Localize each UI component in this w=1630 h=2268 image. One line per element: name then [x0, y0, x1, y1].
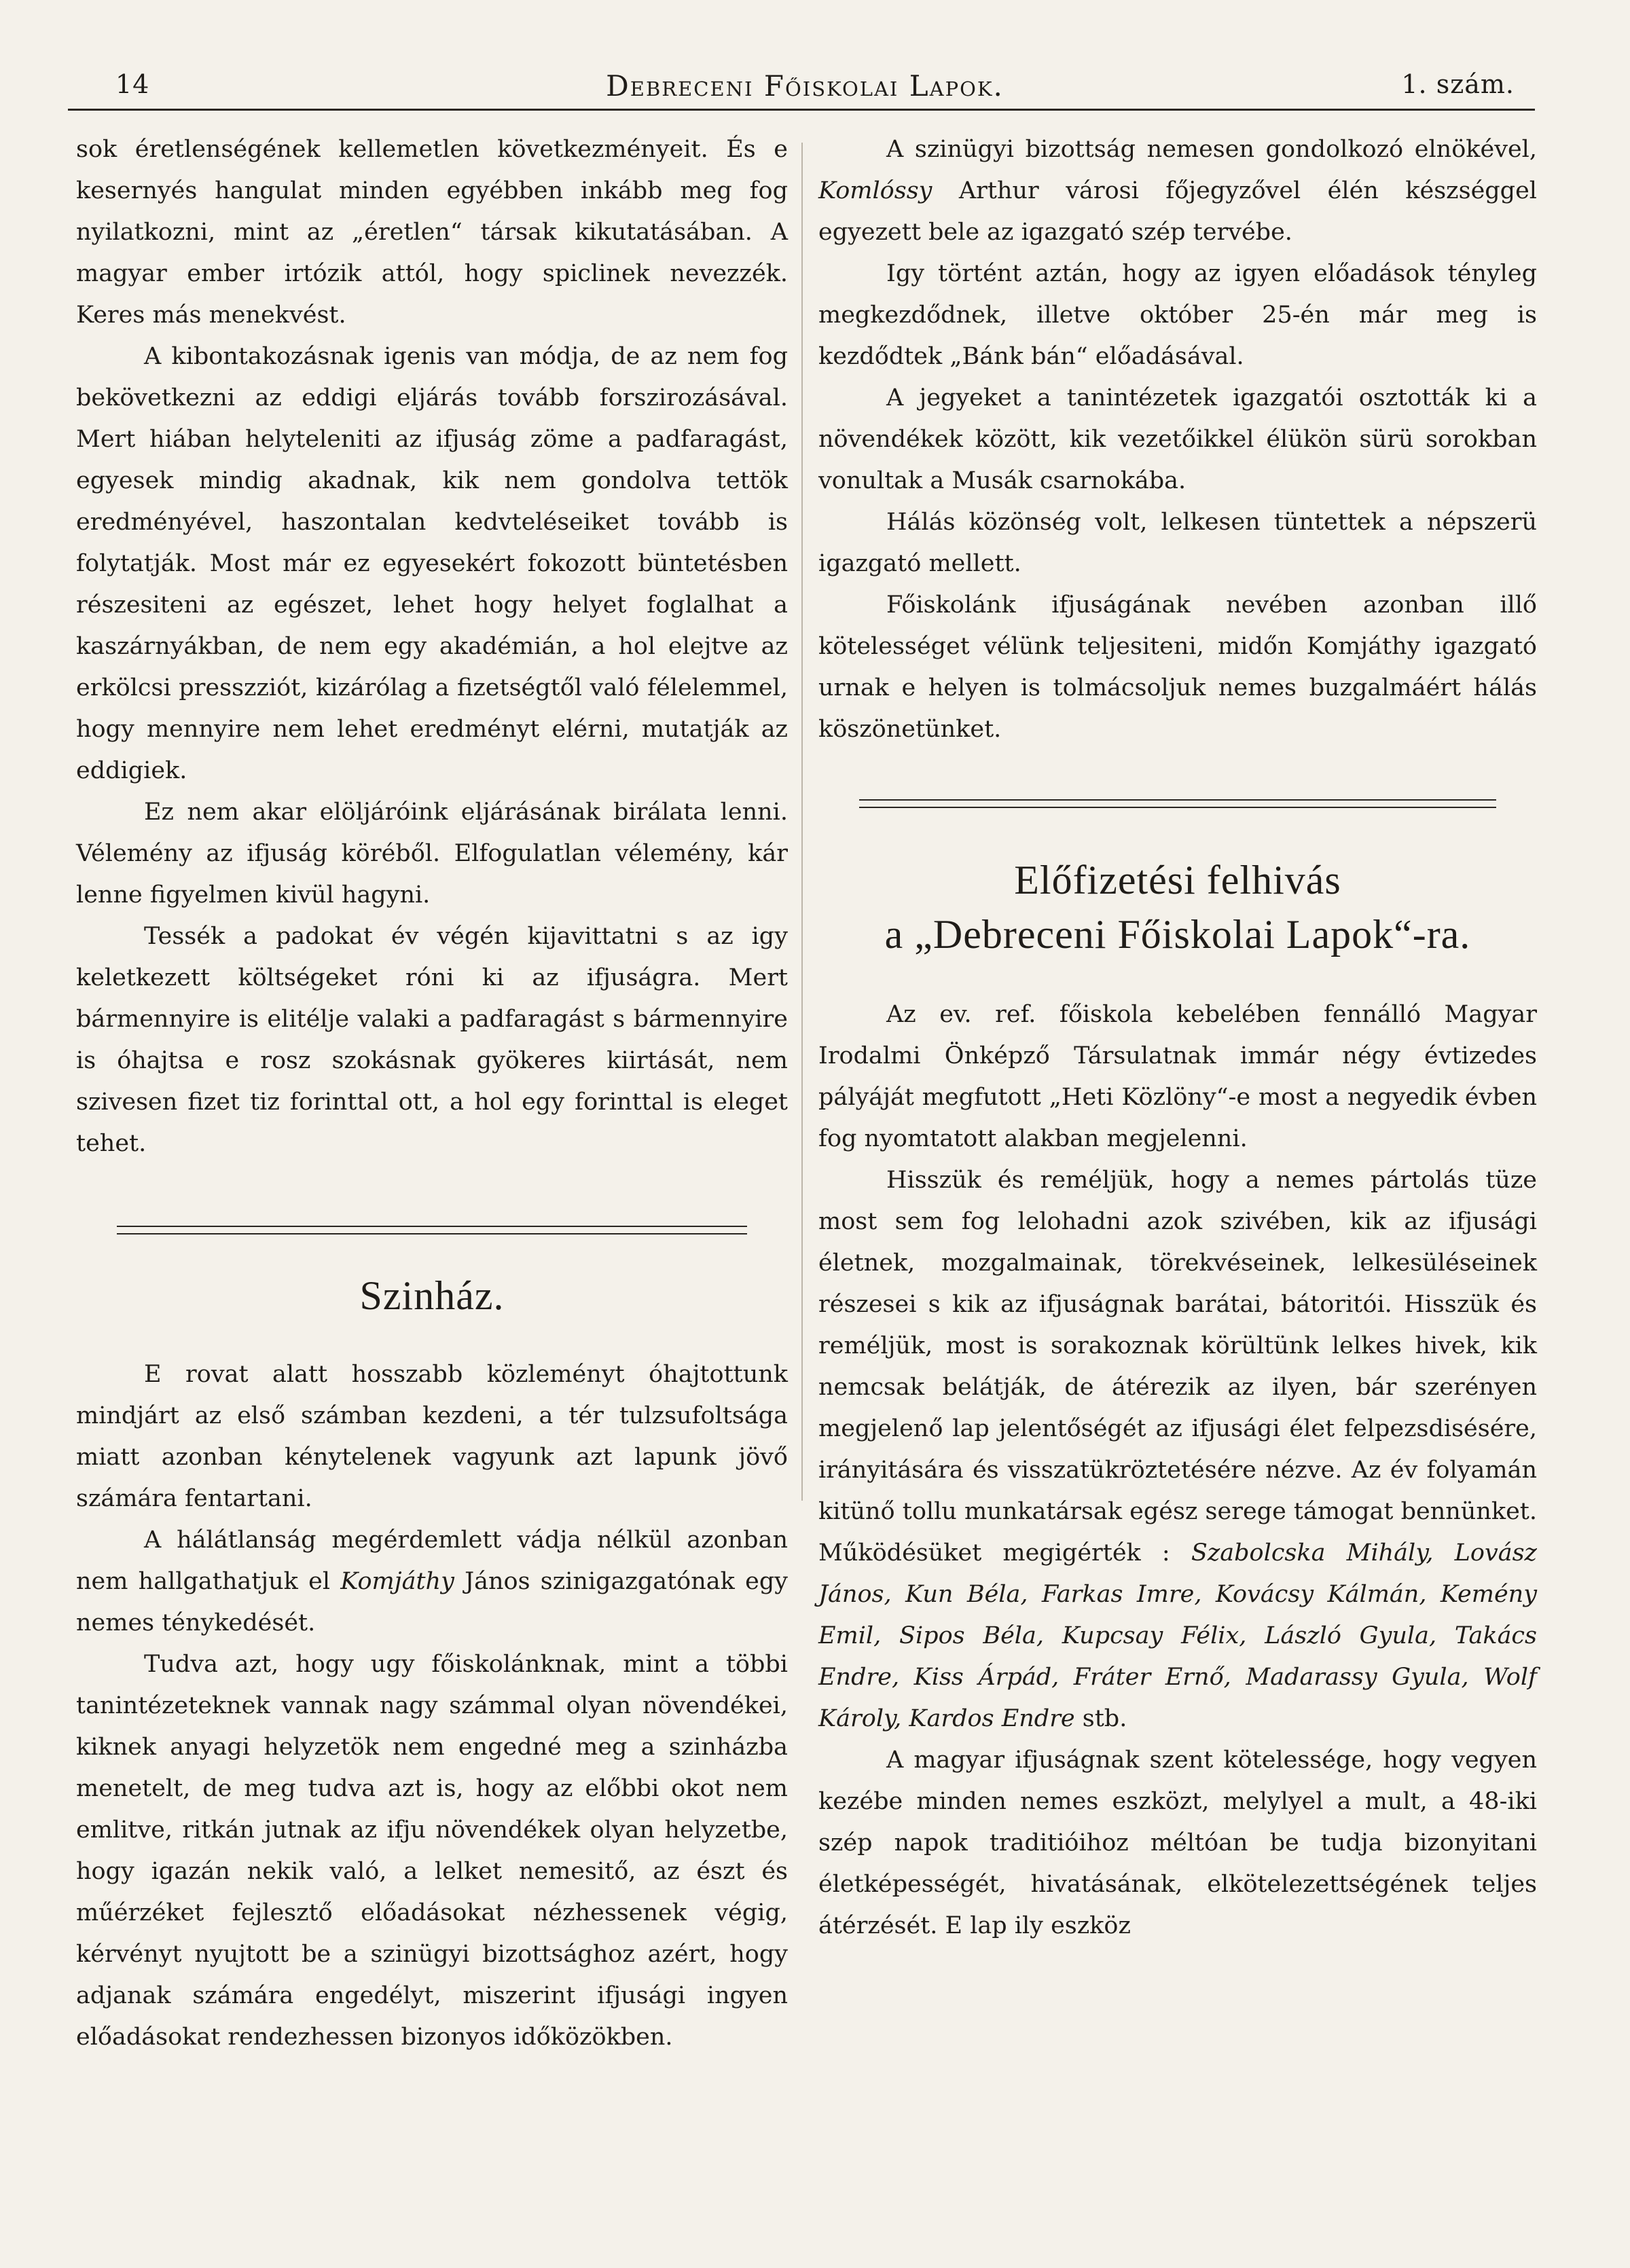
- paragraph: Tudva azt, hogy ugy főiskolánknak, mint a többi tanintézeteknek vannak nagy számmal olyan növendékei, kiknek anyagi helyzetök nem engedné meg a szinházba menetelt, de meg tudva azt is, hogy az előbbi okot nem emlitve, ritkán jutnak az ifju növendékek olyan helyzetbe, hogy igazán nekik való, a lelket nemesitő, az észt és műérzéket fejlesztő előadásokat nézhessenek végig, kérvényt nyujtott be a szinügyi bizottsághoz azért, hogy adjanak számára engedélyt, miszerint ifjusági ingyen előadásokat rendezhessen bizonyos időközökben.: [76, 1651, 788, 2051]
- text-run: A hálátlanság megérdemlett vádja nélkül azonban nem hallgathatjuk el: [76, 1526, 788, 1595]
- paragraph: Az ev. ref. főiskola kebelében fennálló Magyar Irodalmi Önképző Társulatnak immár négy évtizedes pályáját megfutott „Heti Közlöny“-e most a negyedik évben fog nyomtatott alakban megjelenni.: [818, 1001, 1537, 1152]
- column-divider: [801, 143, 803, 1501]
- page-number: 14: [115, 69, 150, 99]
- contributor-names: Szabolcska Mihály, Lovász János, Kun Béla, Farkas Imre, Kovácsy Kálmán, Kemény Emil, Sipos Béla, Kupcsay Félix, László Gyula, Takács Endre, Kiss Árpád, Fráter Ernő, Madarassy Gyula, Wolf Károly, Kardos Endre: [818, 1539, 1537, 1732]
- paragraph: E rovat alatt hosszabb közleményt óhajtottunk mindjárt az első számban kezdeni, a tér tulzsufoltsága miatt azonban kénytelenek vagyunk azt lapunk jövő számára fentartani.: [76, 1361, 788, 1512]
- paragraph: Igy történt aztán, hogy az igyen előadások tényleg megkezdődnek, illetve október 25-én már meg is kezdődtek „Bánk bán“ előadásával.: [818, 260, 1537, 370]
- section-rule: [859, 799, 1496, 808]
- paragraph: A magyar ifjuságnak szent kötelessége, hogy vegyen kezébe minden nemes eszközt, melylyel a mult, a 48-iki szép napok traditióihoz méltóan be tudja bizonyitani életképességét, hivatásának, elkötelezettségének teljes átérzését. E lap ily eszköz: [818, 1746, 1537, 1939]
- section-subheading-elofizetes: a „Debreceni Főiskolai Lapok“-ra.: [884, 912, 1471, 957]
- paragraph: [818, 129, 1537, 253]
- section-heading-szinhaz: Szinház.: [359, 1273, 505, 1318]
- section-heading-elofizetes: Előfizetési felhivás: [1014, 858, 1341, 902]
- issue-number: 1. szám.: [1401, 69, 1515, 99]
- text-run: stb.: [1074, 1705, 1127, 1732]
- right-column: [818, 129, 1537, 1947]
- paragraph: Tessék a padokat év végén kijavittatni s az igy keletkezett költségeket róni ki az ifjuságra. Mert bármennyire is elitélje valaki a padfaragást s bármennyire is óhajtsa e rosz szokásnak gyökeres kiirtását, nem szivesen fizet tiz forinttal ott, a hol egy forinttal is eleget tehet.: [76, 923, 788, 1157]
- paragraph: sok éretlenségének kellemetlen következményeit. És e kesernyés hangulat minden egyébben inkább meg fog nyilatkozni, mint az „éretlen“ társak kikutatásában. A magyar ember irtózik attól, hogy spiclinek nevezzék. Keres más menekvést.: [76, 136, 788, 329]
- paragraph: [818, 1160, 1537, 1740]
- section-rule: [117, 1226, 747, 1234]
- header-rule: [68, 109, 1535, 111]
- person-name: Komjáthy: [340, 1568, 454, 1595]
- page-header: [75, 62, 1535, 111]
- paragraph: Főiskolánk ifjuságának nevében azonban illő kötelességet vélünk teljesiteni, midőn Komjáthy igazgató urnak e helyen is tolmácsoljuk nemes buzgalmáért hálás köszönetünket.: [818, 591, 1537, 743]
- text-run: Hisszük és reméljük, hogy a nemes pártolás tüze most sem fog lelohadni azok szivében, kik az ifjusági életnek, mozgalmainak, törekvéseinek, lelkesüléseinek részesei s kik az ifjuságnak barátai, bátoritói. Hisszük és reméljük, most is sorakoznak körültünk lelkes hivek, kik nemcsak belátják, de átérezik az ilyen, bár szerényen megjelenő lap jelentőségét az ifjusági élet felpezsdisésére, irányitására és visszatükröztetésére nézve. Az év folyamán kitünő tollu munkatársak egész serege támogat bennünket. Működésüket megigérték :: [818, 1167, 1537, 1567]
- paragraph: A jegyeket a tanintézetek igazgatói osztották ki a növendékek között, kik vezetőikkel élükön sürü sorokban vonultak a Musák csarnokába.: [818, 384, 1537, 494]
- left-column: [76, 129, 788, 2058]
- text-run: Arthur városi főjegyzővel élén készséggel egyezett bele az igazgató szép tervébe.: [818, 177, 1537, 246]
- paragraph: [76, 1520, 788, 1644]
- paragraph: Ez nem akar elöljáróink eljárásának birálata lenni. Vélemény az ifjuság köréből. Elfogulatlan vélemény, kár lenne figyelmen kivül hagyni.: [76, 799, 788, 909]
- journal-title: Debreceni Főiskolai Lapok.: [606, 69, 1004, 103]
- text-run: János szinigazgatónak egy nemes ténykedését.: [76, 1568, 789, 1636]
- text-run: A szinügyi bizottság nemesen gondolkozó elnökével,: [886, 136, 1537, 163]
- person-name: Komlóssy: [818, 177, 932, 204]
- paragraph: Hálás közönség volt, lelkesen tüntettek a népszerü igazgató mellett.: [818, 509, 1537, 577]
- paragraph: A kibontakozásnak igenis van módja, de az nem fog bekövetkezni az eddigi eljárás tovább forszirozásával. Mert hiában helyteleniti az ifjuság zöme a padfaragást, egyesek mindig akadnak, kik nem gondolva tettök eredményével, haszontalan kedvteléseiket tovább is folytatják. Most már ez egyesekért fokozott büntetésben részesiteni az egészet, lehet hogy helyet foglalhat a kaszárnyákban, de nem egy akadémián, a hol elejtve az erkölcsi presszziót, kizárólag a fizetségtől való félelemmel, hogy mennyire nem lehet eredményt elérni, mutatják az eddigiek.: [76, 343, 788, 784]
